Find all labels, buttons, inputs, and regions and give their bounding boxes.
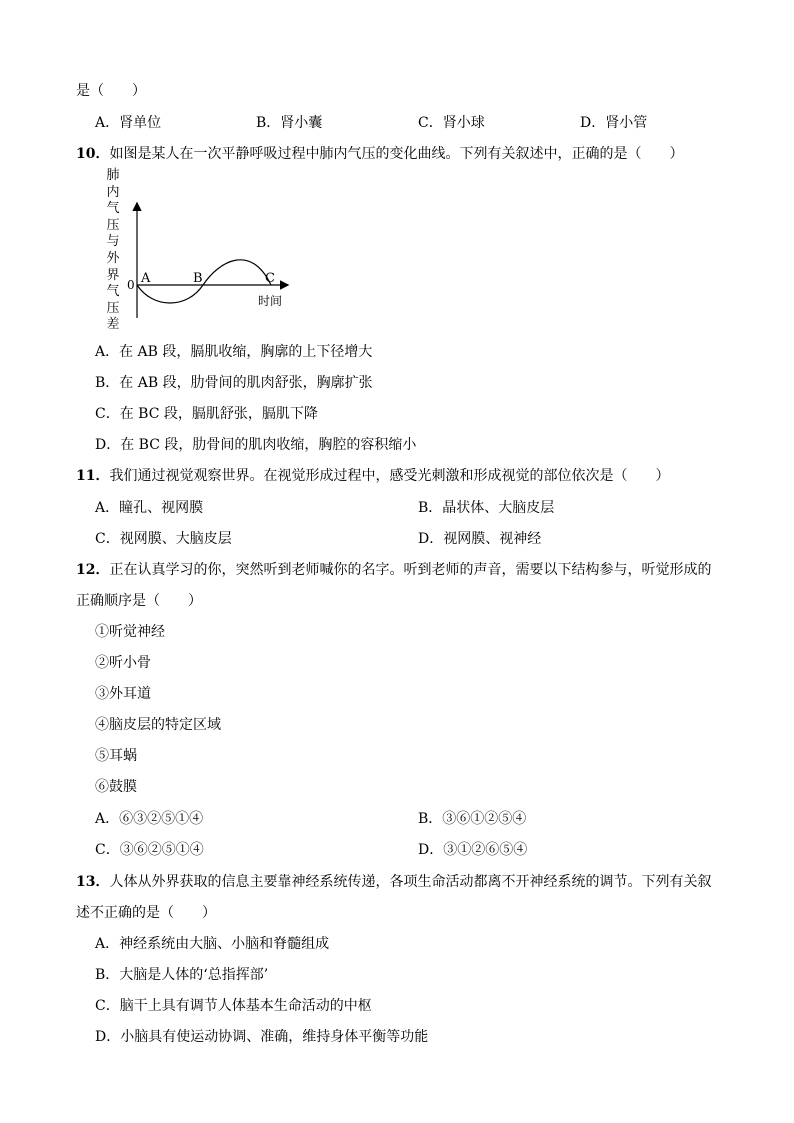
y-label-char: 压 <box>106 217 120 233</box>
q11-option-c[interactable]: C．视网膜、大脑皮层 <box>95 531 232 547</box>
q13-number: 13． <box>76 874 110 890</box>
y-label-char: 肺 <box>106 168 120 183</box>
q12-option-d[interactable]: D．③①②⑥⑤④ <box>418 842 528 858</box>
q10-curve-plot <box>105 168 305 338</box>
q13-option-d[interactable]: D．小脑具有使运动协调、准确，维持身体平衡等功能 <box>95 1029 429 1045</box>
pressure-curve <box>137 260 271 303</box>
zero-label: 0 <box>127 278 135 292</box>
q11-stem-text: 我们通过视觉观察世界。在视觉形成过程中，感受光刺激和形成视觉的部位依次是（ ） <box>109 468 670 484</box>
q11-option-b[interactable]: B．晶状体、大脑皮层 <box>418 500 555 516</box>
q12-item-3: ③外耳道 <box>95 686 151 702</box>
q10-option-c[interactable]: C．在 BC 段，膈肌舒张，膈肌下降 <box>95 406 318 422</box>
q13-stem-line1 <box>76 873 711 891</box>
y-label-char: 气 <box>106 284 120 300</box>
y-label-char: 内 <box>106 184 120 200</box>
y-label-char: 与 <box>106 234 120 250</box>
q12-stem-line1 <box>76 561 711 579</box>
q12-item-1: ①听觉神经 <box>95 624 165 640</box>
q10-option-d[interactable]: D．在 BC 段，肋骨间的肌肉收缩，胸腔的容积缩小 <box>95 437 417 453</box>
q12-item-4: ④脑皮层的特定区域 <box>95 717 221 733</box>
q11-option-d[interactable]: D．视网膜、视神经 <box>418 531 542 547</box>
q13-stem-text: 人体从外界获取的信息主要靠神经系统传递，各项生命活动都离不开神经系统的调节。下列有关叙 <box>109 874 712 890</box>
q9-option-c[interactable]: C．肾小球 <box>418 115 485 131</box>
q13-option-a[interactable]: A．神经系统由大脑、小脑和脊髓组成 <box>95 936 330 952</box>
q10-figure <box>105 168 305 338</box>
point-label-c: C <box>265 271 275 286</box>
x-axis-label: 时间 <box>258 294 283 308</box>
q13-stem-line2: 述不正确的是（ ） <box>76 905 216 921</box>
q10-stem-text: 如图是某人在一次平静呼吸过程中肺内气压的变化曲线。下列有关叙述中，正确的是（ ） <box>109 146 684 162</box>
q11-option-a[interactable]: A．瞳孔、视网膜 <box>95 500 204 516</box>
q13-option-b[interactable]: B．大脑是人体的‘总指挥部’ <box>95 967 269 983</box>
q9-option-d[interactable]: D．肾小管 <box>580 115 648 131</box>
q10-stem <box>76 145 683 163</box>
y-label-char: 压 <box>106 300 120 316</box>
q12-item-2: ②听小骨 <box>95 655 151 671</box>
point-label-a: A <box>141 271 151 286</box>
q12-stem-line2: 正确顺序是（ ） <box>76 593 202 609</box>
q10-option-b[interactable]: B．在 AB 段，肋骨间的肌肉舒张，胸廓扩张 <box>95 375 373 391</box>
q12-item-5: ⑤耳蜗 <box>95 748 137 764</box>
q12-stem-text: 正在认真学习的你，突然听到老师喊你的名字。听到老师的声音，需要以下结构参与，听觉形成的 <box>109 562 712 578</box>
q9-option-a[interactable]: A．肾单位 <box>95 115 162 131</box>
q12-option-a[interactable]: A．⑥③②⑤①④ <box>95 811 204 827</box>
y-label-char: 差 <box>106 317 120 333</box>
q10-number: 10． <box>76 146 110 162</box>
q12-option-b[interactable]: B．③⑥①②⑤④ <box>418 811 527 827</box>
y-label-char: 外 <box>106 250 120 266</box>
q11-number: 11． <box>76 468 110 484</box>
q9-option-b[interactable]: B．肾小囊 <box>256 115 323 131</box>
q12-option-c[interactable]: C．③⑥②⑤①④ <box>95 842 204 858</box>
point-label-b: B <box>193 271 203 286</box>
q12-number: 12． <box>76 562 110 578</box>
q11-stem <box>76 467 669 485</box>
q12-item-6: ⑥鼓膜 <box>95 779 137 795</box>
y-label-char: 界 <box>106 267 120 283</box>
y-label-char: 气 <box>106 201 120 217</box>
q13-option-c[interactable]: C．脑干上具有调节人体基本生命活动的中枢 <box>95 998 372 1014</box>
q10-option-a[interactable]: A．在 AB 段，膈肌收缩，胸廓的上下径增大 <box>95 344 373 360</box>
q9-stem-tail: 是（ ） <box>76 83 146 99</box>
